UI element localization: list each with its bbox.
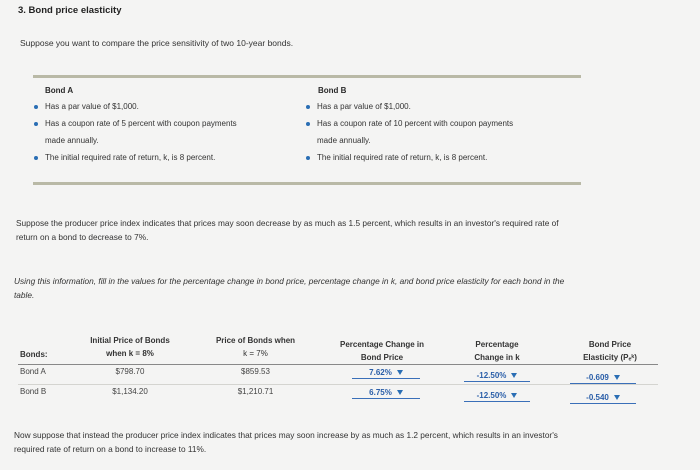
row-a-pct-price-value: 7.62% bbox=[369, 368, 392, 377]
bond-b-bullets bbox=[306, 100, 576, 165]
row-b-pct-k-value: -12.50% bbox=[476, 391, 507, 400]
row-b-elasticity-value: -0.540 bbox=[586, 393, 609, 402]
bond-a-bullets bbox=[34, 100, 294, 165]
bond-a-heading: Bond A bbox=[45, 86, 74, 95]
intro-text: Suppose you want to compare the price sensitivity of two 10-year bonds. bbox=[20, 38, 294, 48]
row-a-pct-price-dropdown[interactable] bbox=[352, 368, 420, 379]
th-elast-l2: Elasticity (Pₑᵏ) bbox=[583, 353, 637, 362]
th-bonds: Bonds: bbox=[20, 350, 48, 359]
instruction-line-1: Using this information, fill in the values for the percentage change in bond price, percentage change in k, and bond price elasticity for each bond in the bbox=[14, 276, 565, 286]
row-divider bbox=[18, 384, 658, 385]
row-a-pct-k-dropdown[interactable] bbox=[464, 371, 530, 382]
chevron-down-icon bbox=[614, 375, 620, 380]
th-pct-price-l1: Percentage Change in bbox=[339, 340, 425, 349]
scenario-paragraph bbox=[16, 216, 676, 244]
chevron-down-icon bbox=[511, 373, 517, 378]
chevron-down-icon bbox=[511, 393, 517, 398]
row-a-bond: Bond A bbox=[20, 367, 46, 376]
row-b-elasticity-dropdown[interactable] bbox=[570, 393, 636, 404]
row-b-pct-price-value: 6.75% bbox=[369, 388, 392, 397]
th-pct-change-k bbox=[452, 338, 542, 364]
bond-a-bullet-3: The initial required rate of return, k, is 8 percent. bbox=[34, 151, 294, 165]
row-b-initial: $1,134.20 bbox=[112, 387, 148, 396]
th-initial-l2: when k = 8% bbox=[106, 349, 154, 358]
chevron-down-icon bbox=[397, 390, 403, 395]
row-a-pct-k-value: -12.50% bbox=[476, 371, 507, 380]
box-bottom-rule bbox=[33, 182, 581, 185]
row-a-elasticity-value: -0.609 bbox=[586, 373, 609, 382]
th-pct-k-l2: Change in k bbox=[474, 353, 520, 362]
bond-b-heading: Bond B bbox=[318, 86, 347, 95]
th-initial-price bbox=[70, 334, 190, 360]
th-pct-change-price bbox=[322, 338, 442, 364]
bond-b-bullet-2-cont: made annually. bbox=[317, 136, 371, 145]
bond-a-bullet-2: Has a coupon rate of 5 percent with coupon payments bbox=[34, 117, 294, 131]
th-initial-l1: Initial Price of Bonds bbox=[90, 336, 170, 345]
th-pct-price-l2: Bond Price bbox=[360, 353, 404, 362]
row-b-at7: $1,210.71 bbox=[237, 387, 274, 396]
row-b-pct-k-dropdown[interactable] bbox=[464, 391, 530, 402]
instruction-text bbox=[14, 274, 684, 302]
section-title: 3. Bond price elasticity bbox=[18, 5, 122, 16]
followup-line-2: required rate of return on a bond to increase to 11%. bbox=[14, 444, 207, 454]
row-b-pct-price-dropdown[interactable] bbox=[352, 388, 420, 399]
bond-b-bullet-3: The initial required rate of return, k, is 8 percent. bbox=[306, 151, 576, 165]
row-a-initial: $798.70 bbox=[115, 367, 145, 376]
chevron-down-icon bbox=[397, 370, 403, 375]
scenario-line-1: Suppose the producer price index indicates that prices may soon decrease by as much as 1.5 percent, which results in an investor's required rate of bbox=[16, 218, 559, 228]
th-when7-l1: Price of Bonds when bbox=[215, 336, 296, 345]
row-a-at7: $859.53 bbox=[241, 367, 270, 376]
bond-a-bullet-2-cont: made annually. bbox=[45, 136, 99, 145]
row-b-bond: Bond B bbox=[20, 387, 47, 396]
row-a-elasticity-dropdown[interactable] bbox=[570, 373, 636, 384]
bond-b-bullet-2: Has a coupon rate of 10 percent with coupon payments bbox=[306, 117, 576, 131]
followup-paragraph bbox=[14, 428, 684, 456]
chevron-down-icon bbox=[614, 395, 620, 400]
instruction-line-2: table. bbox=[14, 290, 35, 300]
followup-line-1: Now suppose that instead the producer price index indicates that prices may soon increase by as much as 1.2 percent, which results in an investor's bbox=[14, 430, 558, 440]
th-when7-l2: k = 7% bbox=[243, 349, 268, 358]
bond-b-bullet-1: Has a par value of $1,000. bbox=[306, 100, 576, 114]
th-elasticity bbox=[560, 338, 660, 364]
scenario-line-2: return on a bond to decrease to 7%. bbox=[16, 232, 149, 242]
th-pct-k-l1: Percentage bbox=[475, 340, 519, 349]
th-elast-l1: Bond Price bbox=[588, 340, 632, 349]
bond-a-bullet-1: Has a par value of $1,000. bbox=[34, 100, 294, 114]
box-top-rule bbox=[33, 75, 581, 78]
th-price-at-7 bbox=[198, 334, 313, 360]
table-header-rule bbox=[18, 364, 658, 365]
